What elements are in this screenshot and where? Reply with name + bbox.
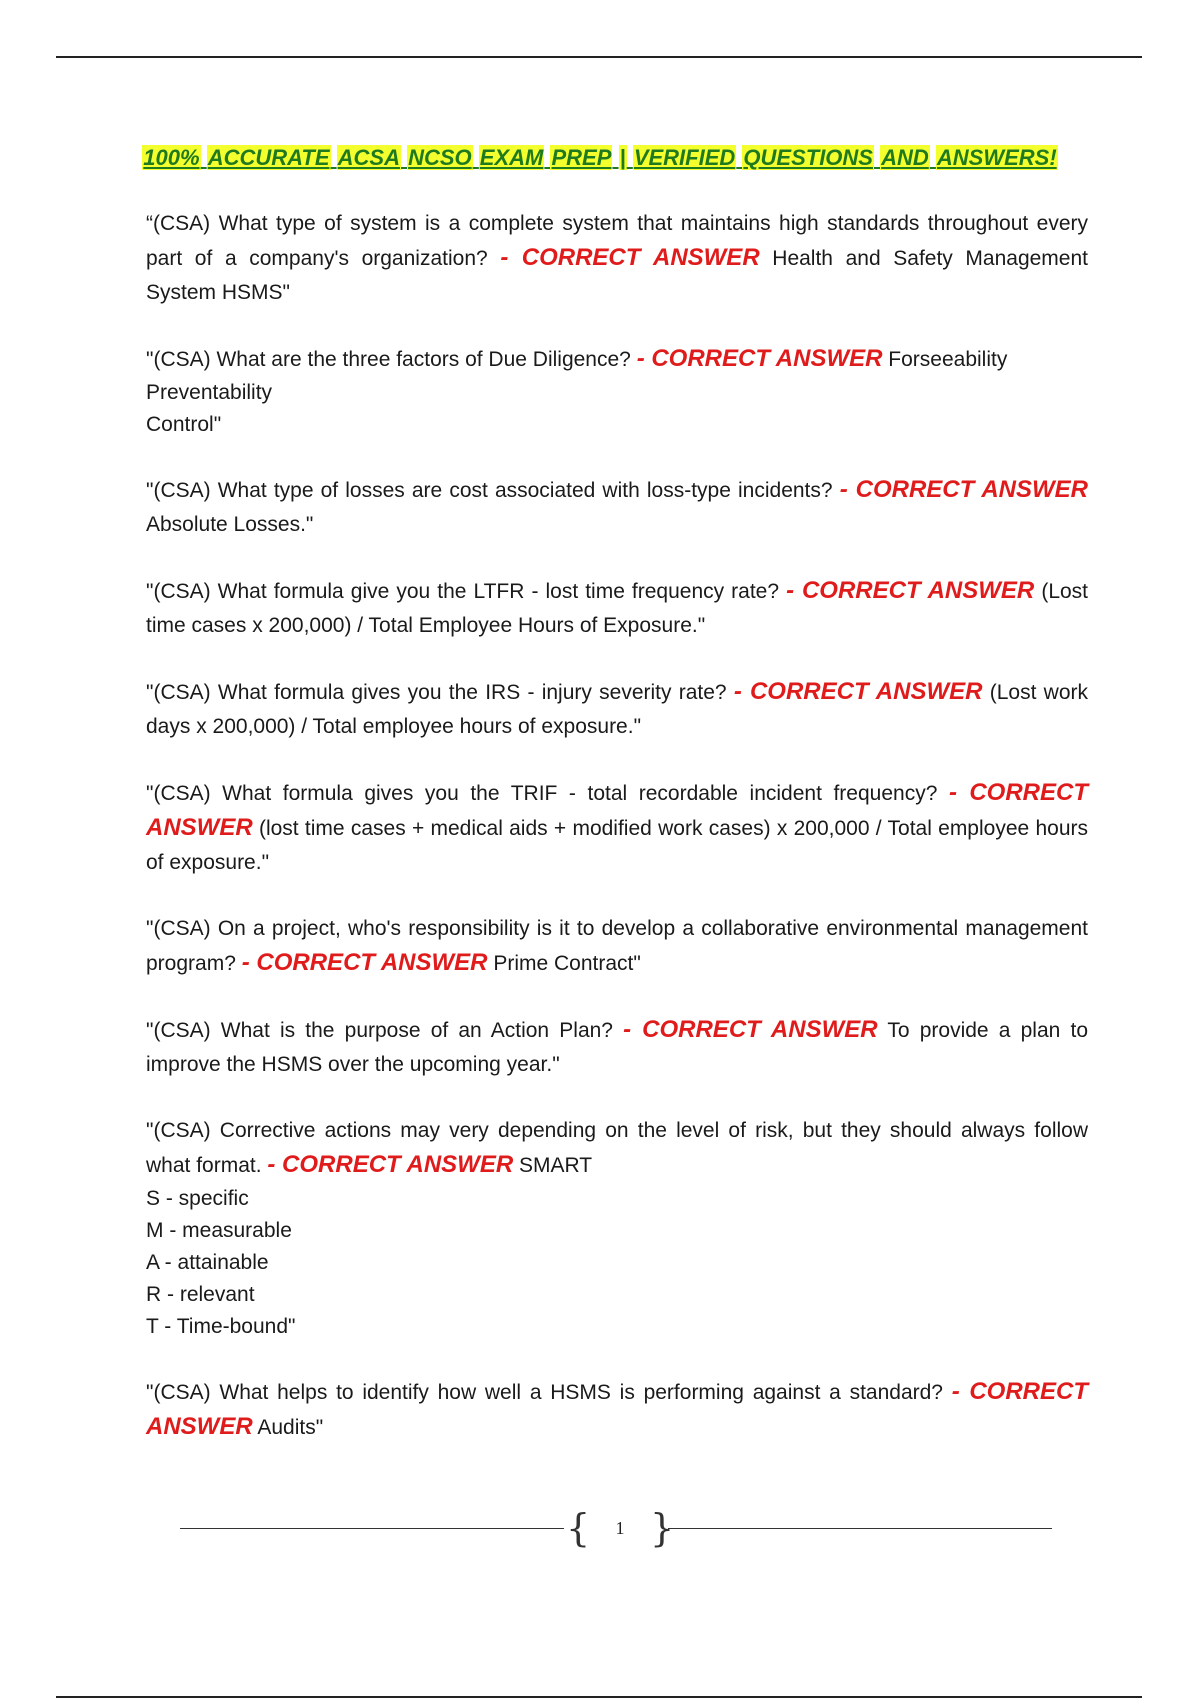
- correct-answer-label: - CORRECT ANSWER: [786, 577, 1035, 604]
- answer-line: M - measurable: [146, 1219, 292, 1242]
- answer-text: To provide a plan to improve the HSMS over the upcoming year.": [146, 1019, 1088, 1076]
- correct-answer-label: - CORRECT ANSWER: [500, 244, 760, 271]
- footer-rule-right: [668, 1528, 1052, 1529]
- question-text: "(CSA) On a project, who's responsibility is it to develop a collaborative environmental management program?: [146, 917, 1088, 975]
- correct-answer-label: - CORRECT ANSWER: [146, 1378, 1088, 1440]
- qa-item: [146, 574, 1088, 643]
- question-text: "(CSA) What is the purpose of an Action Plan?: [146, 1019, 613, 1042]
- question-text: "(CSA) What formula give you the LTFR - lost time frequency rate?: [146, 580, 780, 603]
- title-word: PREP: [551, 145, 612, 170]
- question-text: "(CSA) Corrective actions may very depending on the level of risk, but they should always follow what format.: [146, 1119, 1088, 1177]
- title-word: EXAM: [479, 145, 544, 170]
- header-rule: [56, 56, 1142, 58]
- qa-item: [146, 1375, 1088, 1445]
- question-text: "(CSA) What formula gives you the TRIF - total recordable incident frequency?: [146, 782, 938, 805]
- correct-answer-label: - CORRECT ANSWER: [636, 345, 883, 372]
- qa-item: [146, 1013, 1088, 1082]
- answer-text: Prime Contract": [493, 952, 641, 975]
- title-word: ACSA: [337, 145, 400, 170]
- qa-item: [146, 776, 1088, 880]
- correct-answer-label: - CORRECT ANSWER: [839, 476, 1088, 503]
- correct-answer-label: - CORRECT ANSWER: [241, 949, 488, 976]
- qa-item: [146, 342, 1088, 441]
- question-text: “(CSA) What type of system is a complete system that maintains high standards throughout every part of a company's organization?: [146, 212, 1088, 270]
- page-number: 1: [615, 1518, 625, 1538]
- qa-list: [146, 207, 1088, 1477]
- footer-rule: [56, 1696, 1142, 1698]
- answer-text: Forseeability: [888, 348, 1008, 371]
- footer-brace-left: {: [566, 1506, 591, 1550]
- correct-answer-label: - CORRECT ANSWER: [267, 1151, 514, 1178]
- title-word: |: [619, 145, 626, 170]
- answer-text: Health and Safety Management System HSMS": [146, 247, 1088, 304]
- title-word: 100%: [143, 145, 200, 170]
- answer-line: S - specific: [146, 1187, 249, 1210]
- correct-answer-label: - CORRECT ANSWER: [146, 779, 1088, 841]
- footer-brace-right: }: [650, 1506, 675, 1550]
- qa-item: [146, 473, 1088, 542]
- answer-line: Control": [146, 413, 222, 436]
- answer-line: Preventability: [146, 381, 273, 404]
- answer-text: (lost time cases + medical aids + modified work cases) x 200,000 / Total employee hours of exposure.": [146, 817, 1088, 874]
- answer-text: (Lost time cases x 200,000) / Total Employee Hours of Exposure.": [146, 580, 1089, 637]
- correct-answer-label: - CORRECT ANSWER: [733, 678, 983, 705]
- answer-line: A - attainable: [146, 1251, 269, 1274]
- title-word: VERIFIED: [633, 145, 736, 170]
- footer-rule-left: [180, 1528, 564, 1529]
- title-text: [140, 144, 1059, 172]
- title-word: QUESTIONS: [743, 145, 873, 170]
- answer-text: SMART: [519, 1154, 593, 1177]
- question-text: "(CSA) What formula gives you the IRS - injury severity rate?: [146, 681, 727, 704]
- answer-line: T - Time-bound": [146, 1315, 296, 1338]
- question-text: "(CSA) What type of losses are cost associated with loss-type incidents?: [146, 479, 833, 502]
- question-text: "(CSA) What are the three factors of Due Diligence?: [146, 348, 631, 371]
- title-word: ANSWERS!: [936, 145, 1057, 170]
- answer-text: Audits": [257, 1416, 324, 1439]
- answer-line: R - relevant: [146, 1283, 255, 1306]
- qa-item: [146, 207, 1088, 310]
- qa-item: [146, 1114, 1088, 1343]
- qa-item: [146, 912, 1088, 981]
- title-word: AND: [881, 145, 929, 170]
- document-title: [0, 144, 1200, 172]
- qa-item: [146, 675, 1088, 744]
- answer-text: Absolute Losses.": [146, 513, 314, 536]
- page-footer: [180, 1508, 1052, 1548]
- answer-text: (Lost work days x 200,000) / Total employee hours of exposure.": [146, 681, 1088, 738]
- question-text: "(CSA) What helps to identify how well a HSMS is performing against a standard?: [146, 1381, 943, 1404]
- title-word: NCSO: [408, 145, 472, 170]
- title-word: ACCURATE: [207, 145, 330, 170]
- correct-answer-label: - CORRECT ANSWER: [623, 1016, 878, 1043]
